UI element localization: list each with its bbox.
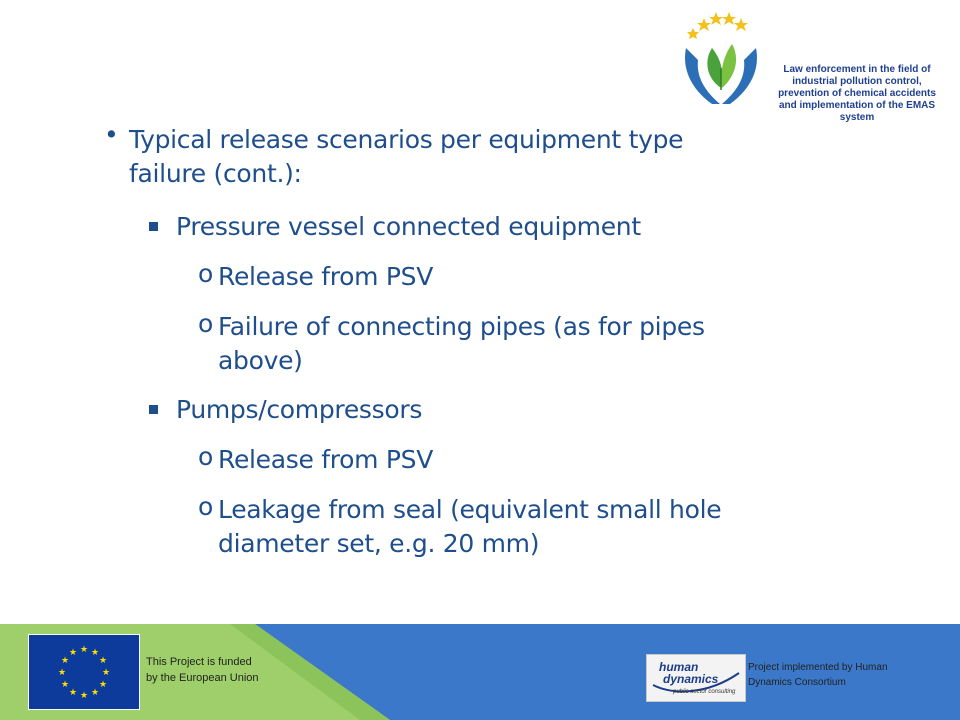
svg-text:★: ★ bbox=[60, 656, 70, 666]
logo-text-line: Law enforcement in the field of bbox=[783, 64, 931, 75]
funded-line: by the European Union bbox=[146, 672, 259, 684]
footer-bar bbox=[0, 624, 960, 720]
subitem-text: diameter set, e.g. 20 mm) bbox=[218, 529, 540, 558]
circle-bullet-icon: o bbox=[198, 259, 214, 288]
circle-bullet-icon: o bbox=[198, 442, 214, 471]
svg-text:★: ★ bbox=[57, 668, 67, 678]
circle-bullet-icon: o bbox=[198, 309, 214, 338]
svg-text:★: ★ bbox=[68, 648, 78, 658]
svg-text:★: ★ bbox=[98, 680, 108, 690]
subitem-text: Release from PSV bbox=[218, 262, 433, 291]
logo-text-line: industrial pollution control, bbox=[792, 76, 922, 87]
implemented-by-text bbox=[748, 660, 888, 690]
item-title: Pressure vessel connected equipment bbox=[176, 212, 641, 241]
hd-logo-text bbox=[659, 661, 718, 685]
hd-logo-line: human bbox=[659, 660, 699, 674]
logo-text-line: prevention of chemical accidents bbox=[778, 88, 936, 99]
svg-text:★: ★ bbox=[79, 645, 89, 655]
eu-flag bbox=[28, 634, 140, 710]
logo-text-line: and implementation of the EMAS system bbox=[778, 100, 936, 123]
square-bullet-icon bbox=[149, 222, 158, 231]
svg-text:★: ★ bbox=[101, 668, 111, 678]
funded-line: This Project is funded bbox=[146, 656, 252, 668]
bullet-text-line-2: failure (cont.): bbox=[129, 159, 302, 188]
eu-stars-icon bbox=[29, 635, 139, 709]
bullet-dot-icon: • bbox=[104, 120, 119, 149]
hd-logo-subtitle: public sector consulting bbox=[673, 689, 736, 695]
item-title: Pumps/compressors bbox=[176, 395, 423, 424]
hd-logo-line: dynamics bbox=[663, 672, 719, 686]
circle-bullet-icon: o bbox=[198, 492, 214, 521]
subitem-text: Leakage from seal (equivalent small hole bbox=[218, 495, 722, 524]
subitem-text: Failure of connecting pipes (as for pipes bbox=[218, 312, 705, 341]
implemented-line: Dynamics Consortium bbox=[748, 677, 846, 688]
human-dynamics-logo bbox=[646, 654, 746, 702]
bullet-text-line-1: Typical release scenarios per equipment type bbox=[129, 125, 684, 154]
svg-text:★: ★ bbox=[90, 648, 100, 658]
square-bullet-icon bbox=[149, 405, 158, 414]
subitem-text: Release from PSV bbox=[218, 445, 433, 474]
implemented-line: Project implemented by Human bbox=[748, 662, 888, 673]
svg-text:★: ★ bbox=[79, 691, 89, 701]
svg-text:★: ★ bbox=[68, 688, 78, 698]
subitem-text: above) bbox=[218, 346, 303, 375]
svg-text:★: ★ bbox=[98, 656, 108, 666]
funded-by-text bbox=[146, 654, 259, 686]
svg-text:★: ★ bbox=[60, 680, 70, 690]
svg-text:★: ★ bbox=[90, 688, 100, 698]
